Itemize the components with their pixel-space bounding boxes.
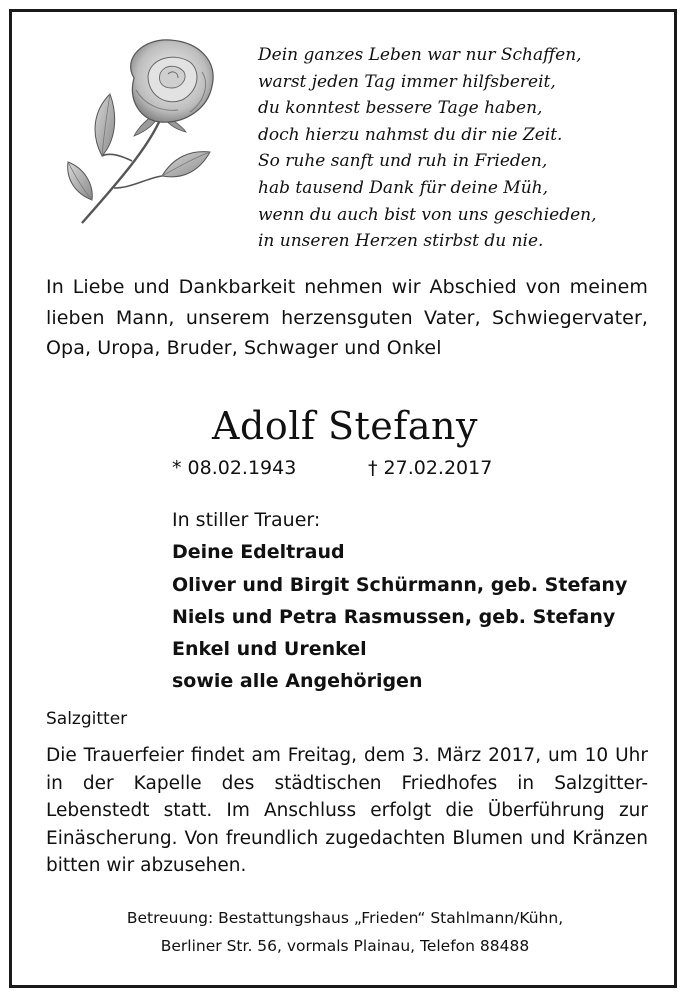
mourner-name: Niels und Petra Rasmussen, geb. Stefany xyxy=(172,605,616,628)
mourners-heading: In stiller Trauer: xyxy=(172,509,321,531)
poem-line: hab tausend Dank für deine Müh, xyxy=(258,177,548,198)
rose-icon xyxy=(52,28,232,238)
mourners-list xyxy=(172,504,642,698)
mourner-name: Enkel und Urenkel xyxy=(172,638,367,661)
funeral-home-line: Betreuung: Bestattungshaus „Frieden“ Stahlmann/Kühn, xyxy=(126,909,564,927)
death-date: † 27.02.2017 xyxy=(368,457,493,479)
deceased-name: Adolf Stefany xyxy=(212,404,478,448)
poem-line: in unseren Herzen stirbst du nie. xyxy=(258,231,544,252)
poem xyxy=(258,42,658,255)
farewell-intro: In Liebe und Dankbarkeit nehmen wir Abschied von meinem lieben Mann, unserem herzensguten Vater, Schwiegervater, Opa, Uropa, Bruder, Schwager und Onkel xyxy=(46,276,648,359)
mourner-name: Deine Edeltraud xyxy=(172,541,345,564)
funeral-home-address: Berliner Str. 56, vormals Plainau, Telefon 88488 xyxy=(160,937,530,955)
mourner-name: Oliver und Birgit Schürmann, geb. Stefany xyxy=(172,573,628,596)
poem-line: warst jeden Tag immer hilfsbereit, xyxy=(258,71,556,92)
funeral-home-info xyxy=(0,904,690,960)
birth-date: * 08.02.1943 xyxy=(172,457,297,479)
poem-line: du konntest bessere Tage haben, xyxy=(258,98,543,119)
poem-line: So ruhe sanft und ruh in Frieden, xyxy=(258,151,548,172)
place-name: Salzgitter xyxy=(46,709,128,729)
mourner-name: sowie alle Angehörigen xyxy=(172,670,423,693)
funeral-service-info: Die Trauerfeier findet am Freitag, dem 3. März 2017, um 10 Uhr in der Kapelle des städtischen Friedhofes in Salzgitter-Lebenstedt statt. Im Anschluss erfolgt die Überführung zur Einäscherung. Von freundlich zugedachten Blumen und Kränzen bitten wir abzusehen. xyxy=(46,745,648,876)
poem-line: Dein ganzes Leben war nur Schaffen, xyxy=(258,45,582,65)
poem-line: doch hierzu nahmst du dir nie Zeit. xyxy=(258,124,563,145)
life-dates xyxy=(172,454,552,482)
poem-line: wenn du auch bist von uns geschieden, xyxy=(258,204,597,225)
